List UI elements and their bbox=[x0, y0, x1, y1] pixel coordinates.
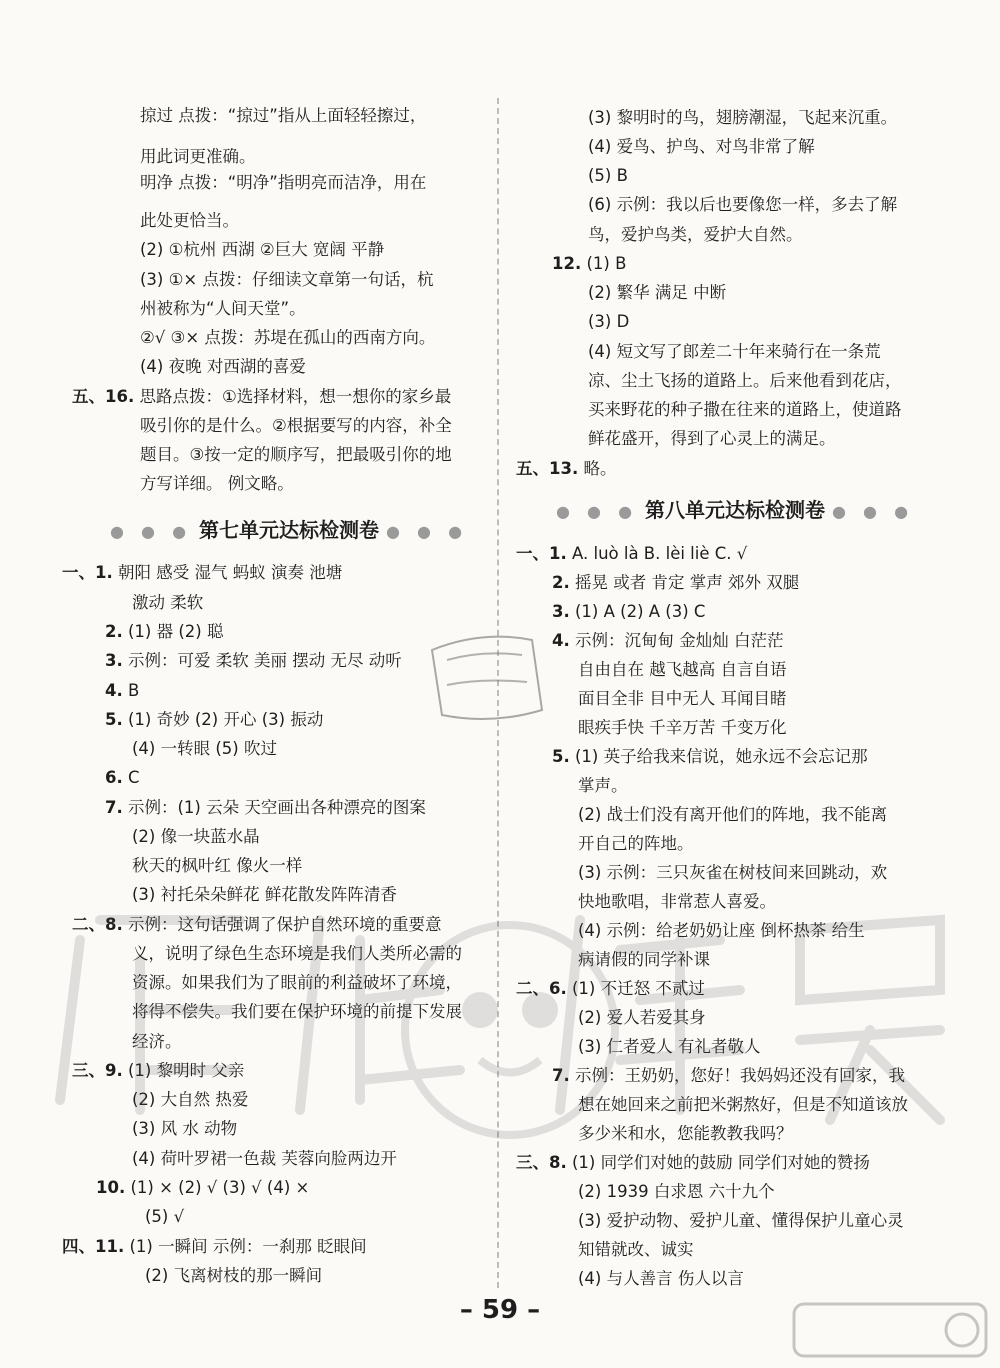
item-text: (2) ①杭州 西湖 ②巨大 宽阔 平静 bbox=[140, 240, 385, 259]
item-text: 方写详细。 例文略。 bbox=[140, 474, 294, 493]
item-text: (1) B bbox=[586, 254, 627, 273]
right-line-11 bbox=[588, 399, 902, 421]
left-line-16 bbox=[105, 621, 223, 643]
right-line-21 bbox=[552, 746, 868, 768]
left-line-33 bbox=[132, 1118, 237, 1140]
unit7-title bbox=[110, 516, 468, 546]
item-text: (1) A (2) A (3) C bbox=[575, 602, 706, 621]
right-line-18 bbox=[578, 659, 787, 681]
left-line-25 bbox=[132, 884, 397, 906]
left-line-6 bbox=[140, 269, 433, 291]
left-line-35 bbox=[96, 1177, 309, 1199]
item-text: 面目全非 目中无人 耳闻目睹 bbox=[578, 689, 787, 708]
item-label: 7. bbox=[552, 1066, 570, 1085]
left-line-38 bbox=[145, 1265, 322, 1287]
left-line-20 bbox=[132, 738, 277, 760]
right-line-37 bbox=[578, 1210, 904, 1232]
right-line-27 bbox=[578, 920, 865, 942]
item-text: 示例：王奶奶，您好！我妈妈还没有回家，我 bbox=[575, 1066, 905, 1085]
item-text: (2) 1939 白求恩 六十九个 bbox=[578, 1182, 775, 1201]
item-text: (5) √ bbox=[145, 1207, 185, 1226]
decor-dots-left: ● ● ● bbox=[556, 502, 639, 521]
left-line-17 bbox=[105, 650, 402, 672]
right-line-35 bbox=[516, 1152, 870, 1174]
right-line-5 bbox=[588, 224, 803, 246]
left-line-10 bbox=[72, 386, 451, 408]
item-text: (3) 黎明时的鸟，翅膀潮湿，飞起来沉重。 bbox=[588, 108, 898, 127]
left-line-14 bbox=[62, 562, 342, 584]
right-line-20 bbox=[578, 717, 787, 739]
item-text: 思路点拨：①选择材料，想一想你的家乡最 bbox=[139, 387, 452, 406]
left-line-11 bbox=[140, 415, 452, 437]
item-text: (3) 示例：三只灰雀在树枝间来回跳动，欢 bbox=[578, 863, 888, 882]
item-label: 三、9. bbox=[72, 1061, 123, 1080]
right-line-6 bbox=[552, 253, 626, 275]
left-line-5 bbox=[140, 239, 384, 261]
left-line-22 bbox=[105, 797, 426, 819]
left-line-23 bbox=[132, 826, 260, 848]
right-line-12 bbox=[588, 428, 836, 450]
right-line-1 bbox=[588, 107, 897, 129]
right-line-2 bbox=[588, 136, 815, 158]
item-text: (3) 爱护动物、爱护儿童、懂得保护儿童心灵 bbox=[578, 1211, 904, 1230]
item-text: C bbox=[128, 768, 140, 787]
left-line-1 bbox=[140, 105, 426, 127]
right-line-32 bbox=[552, 1065, 905, 1087]
item-text: (1) 奇妙 (2) 开心 (3) 振动 bbox=[128, 710, 324, 729]
item-text: 鲜花盛开，得到了心灵上的满足。 bbox=[588, 429, 836, 448]
item-text: 明净 点拨：“明净”指明亮而洁净，用在 bbox=[140, 173, 427, 192]
item-text: 示例：可爱 柔软 美丽 摆动 无尽 动听 bbox=[128, 651, 402, 670]
left-line-8 bbox=[140, 327, 435, 349]
right-line-30 bbox=[578, 1007, 706, 1029]
left-line-29 bbox=[132, 1001, 462, 1023]
right-line-10 bbox=[588, 370, 902, 392]
left-line-28 bbox=[132, 972, 462, 994]
item-text: (4) 与人善言 伤人以言 bbox=[578, 1269, 744, 1288]
item-text: 激动 柔软 bbox=[132, 593, 204, 612]
right-line-7 bbox=[588, 282, 726, 304]
item-text: 用此词更准确。 bbox=[140, 147, 256, 166]
item-text: 秋天的枫叶红 像火一样 bbox=[132, 856, 303, 875]
right-line-16 bbox=[552, 601, 705, 623]
item-text: 摇晃 或者 肯定 掌声 郊外 双腿 bbox=[575, 573, 800, 592]
item-text: 知错就改、诚实 bbox=[578, 1240, 694, 1259]
item-text: 掌声。 bbox=[578, 776, 628, 795]
item-text: 示例：这句话强调了保护自然环境的重要意 bbox=[128, 915, 442, 934]
item-text: (2) 爱人若爱其身 bbox=[578, 1008, 706, 1027]
left-line-19 bbox=[105, 709, 323, 731]
item-text: 鸟，爱护鸟类，爱护大自然。 bbox=[588, 225, 803, 244]
decor-dots-right: ● ● ● bbox=[386, 522, 469, 541]
item-label: 3. bbox=[105, 651, 123, 670]
left-line-34 bbox=[132, 1148, 397, 1170]
right-line-36 bbox=[578, 1181, 775, 1203]
item-text: 将得不偿失。我们要在保护环境的前提下发展 bbox=[132, 1002, 462, 1021]
item-text: 示例：沉甸甸 金灿灿 白茫茫 bbox=[575, 631, 784, 650]
right-line-39 bbox=[578, 1268, 744, 1290]
item-text: (4) 示例：给老奶奶让座 倒杯热茶 给生 bbox=[578, 921, 865, 940]
left-line-30 bbox=[132, 1031, 182, 1053]
item-text: (2) 大自然 热爱 bbox=[132, 1090, 249, 1109]
item-text: 快地歌唱，非常惹人喜爱。 bbox=[578, 892, 776, 911]
item-text: (1) 器 (2) 聪 bbox=[128, 622, 224, 641]
item-text: (2) 繁华 满足 中断 bbox=[588, 283, 727, 302]
item-text: 州被称为“人间天堂”。 bbox=[140, 299, 306, 318]
item-text: 吸引你的是什么。②根据要写的内容，补全 bbox=[140, 416, 452, 435]
item-text: 买来野花的种子撒在往来的道路上，使道路 bbox=[588, 400, 902, 419]
right-line-34 bbox=[578, 1123, 793, 1145]
item-text: (4) 夜晚 对西湖的喜爱 bbox=[140, 357, 306, 376]
right-line-17 bbox=[552, 630, 784, 652]
item-text: (1) 黎明时 父亲 bbox=[128, 1061, 245, 1080]
right-line-29 bbox=[516, 978, 705, 1000]
right-line-23 bbox=[578, 804, 887, 826]
item-text: 凉、尘土飞扬的道路上。后来他看到花店， bbox=[588, 371, 902, 390]
item-label: 12. bbox=[552, 254, 582, 273]
right-line-24 bbox=[578, 833, 694, 855]
left-line-24 bbox=[132, 855, 302, 877]
right-line-31 bbox=[578, 1036, 760, 1058]
item-text: 自由自在 越飞越高 自言自语 bbox=[578, 660, 787, 679]
item-text: (3) 仁者爱人 有礼者敬人 bbox=[578, 1037, 761, 1056]
item-text: 题目。③按一定的顺序写，把最吸引你的地 bbox=[140, 445, 452, 464]
item-text: (4) 一转眼 (5) 吹过 bbox=[132, 739, 277, 758]
right-line-19 bbox=[578, 688, 787, 710]
left-line-3 bbox=[140, 172, 426, 194]
left-line-31 bbox=[72, 1060, 244, 1082]
right-line-26 bbox=[578, 891, 776, 913]
item-text: 掠过 点拨：“掠过”指从上面轻轻擦过， bbox=[140, 106, 427, 125]
left-line-37 bbox=[62, 1236, 367, 1258]
left-line-21 bbox=[105, 767, 140, 789]
left-line-26 bbox=[72, 914, 442, 936]
item-text: (6) 示例：我以后也要像您一样，多去了解 bbox=[588, 195, 898, 214]
item-text: (4) 爱鸟、护鸟、对鸟非常了解 bbox=[588, 137, 815, 156]
item-label: 五、13. bbox=[516, 459, 579, 478]
left-line-12 bbox=[140, 444, 452, 466]
item-label: 5. bbox=[552, 747, 570, 766]
item-text: (5) B bbox=[588, 166, 628, 185]
item-label: 四、11. bbox=[62, 1237, 125, 1256]
item-label: 5. bbox=[105, 710, 123, 729]
right-line-9 bbox=[588, 341, 881, 363]
left-line-36 bbox=[145, 1206, 184, 1228]
item-text: (1) 一瞬间 示例：一刹那 眨眼间 bbox=[129, 1237, 367, 1256]
item-text: 此处更恰当。 bbox=[140, 211, 239, 230]
item-label: 7. bbox=[105, 798, 123, 817]
left-line-27 bbox=[132, 943, 462, 965]
item-text: 开自己的阵地。 bbox=[578, 834, 694, 853]
item-label: 三、8. bbox=[516, 1153, 567, 1172]
item-label: 一、1. bbox=[62, 563, 113, 582]
item-text: A. luò là B. lèi liè C. √ bbox=[572, 544, 748, 563]
item-label: 二、8. bbox=[72, 915, 123, 934]
left-line-18 bbox=[105, 680, 139, 702]
item-text: (1) 不迁怒 不贰过 bbox=[572, 979, 705, 998]
item-text: 资源。如果我们为了眼前的利益破坏了环境， bbox=[132, 973, 462, 992]
decor-dots-left: ● ● ● bbox=[110, 522, 193, 541]
unit8-title bbox=[556, 496, 914, 526]
right-line-22 bbox=[578, 775, 628, 797]
unit7-title-text: 第七单元达标检测卷 bbox=[199, 518, 380, 542]
left-line-32 bbox=[132, 1089, 248, 1111]
item-text: 多少米和水，您能教教我吗？ bbox=[578, 1124, 793, 1143]
right-line-8 bbox=[588, 311, 629, 333]
item-label: 3. bbox=[552, 602, 570, 621]
item-text: (1) 同学们对她的鼓励 同学们对她的赞扬 bbox=[572, 1153, 870, 1172]
right-line-4 bbox=[588, 194, 897, 216]
item-label: 4. bbox=[552, 631, 570, 650]
item-label: 一、1. bbox=[516, 544, 567, 563]
page-number: – 59 – bbox=[459, 1295, 541, 1325]
right-line-15 bbox=[552, 572, 799, 594]
item-label: 4. bbox=[105, 681, 123, 700]
item-text: (2) 像一块蓝水晶 bbox=[132, 827, 260, 846]
right-line-3 bbox=[588, 165, 628, 187]
right-line-14 bbox=[516, 543, 747, 565]
unit8-title-text: 第八单元达标检测卷 bbox=[645, 498, 826, 522]
item-text: 想在她回来之前把米粥熬好，但是不知道该放 bbox=[578, 1095, 908, 1114]
left-line-4 bbox=[140, 210, 239, 232]
item-text: (2) 战士们没有离开他们的阵地，我不能离 bbox=[578, 805, 888, 824]
right-line-25 bbox=[578, 862, 887, 884]
stamp-graphic bbox=[422, 630, 552, 725]
item-label: 二、6. bbox=[516, 979, 567, 998]
item-label: 10. bbox=[96, 1178, 126, 1197]
decor-dots-right: ● ● ● bbox=[832, 502, 915, 521]
item-text: B bbox=[128, 681, 140, 700]
item-text: (3) 风 水 动物 bbox=[132, 1119, 238, 1138]
left-line-2 bbox=[140, 146, 256, 168]
item-text: (3) ①× 点拨：仔细读文章第一句话，杭 bbox=[140, 270, 434, 289]
right-line-28 bbox=[578, 949, 710, 971]
item-text: (2) 飞离树枝的那一瞬间 bbox=[145, 1266, 323, 1285]
item-text: 病请假的同学补课 bbox=[578, 950, 710, 969]
right-line-13 bbox=[516, 458, 616, 480]
item-text: (1) 英子给我来信说，她永远不会忘记那 bbox=[575, 747, 868, 766]
item-label: 2. bbox=[105, 622, 123, 641]
item-text: ②√ ③× 点拨：苏堤在孤山的西南方向。 bbox=[140, 328, 436, 347]
item-text: (1) × (2) √ (3) √ (4) × bbox=[130, 1178, 310, 1197]
item-text: 示例：(1) 云朵 天空画出各种漂亮的图案 bbox=[128, 798, 426, 817]
item-text: (3) D bbox=[588, 312, 630, 331]
item-text: 经济。 bbox=[132, 1032, 182, 1051]
left-line-7 bbox=[140, 298, 306, 320]
item-text: (4) 短文写了郎差二十年来骑行在一条荒 bbox=[588, 342, 881, 361]
item-label: 五、16. bbox=[72, 387, 135, 406]
left-line-13 bbox=[140, 473, 294, 495]
left-line-15 bbox=[132, 592, 203, 614]
right-line-38 bbox=[578, 1239, 694, 1261]
item-label: 2. bbox=[552, 573, 570, 592]
left-line-9 bbox=[140, 356, 306, 378]
item-text: 义，说明了绿色生态环境是我们人类所必需的 bbox=[132, 944, 462, 963]
item-text: (4) 荷叶罗裙一色裁 芙蓉向脸两边开 bbox=[132, 1149, 397, 1168]
item-label: 6. bbox=[105, 768, 123, 787]
right-line-33 bbox=[578, 1094, 908, 1116]
item-text: 朝阳 感受 湿气 蚂蚁 演奏 池塘 bbox=[118, 563, 343, 582]
item-text: (3) 衬托朵朵鲜花 鲜花散发阵阵清香 bbox=[132, 885, 397, 904]
item-text: 眼疾手快 千辛万苦 千变万化 bbox=[578, 718, 787, 737]
item-text: 略。 bbox=[583, 459, 617, 478]
